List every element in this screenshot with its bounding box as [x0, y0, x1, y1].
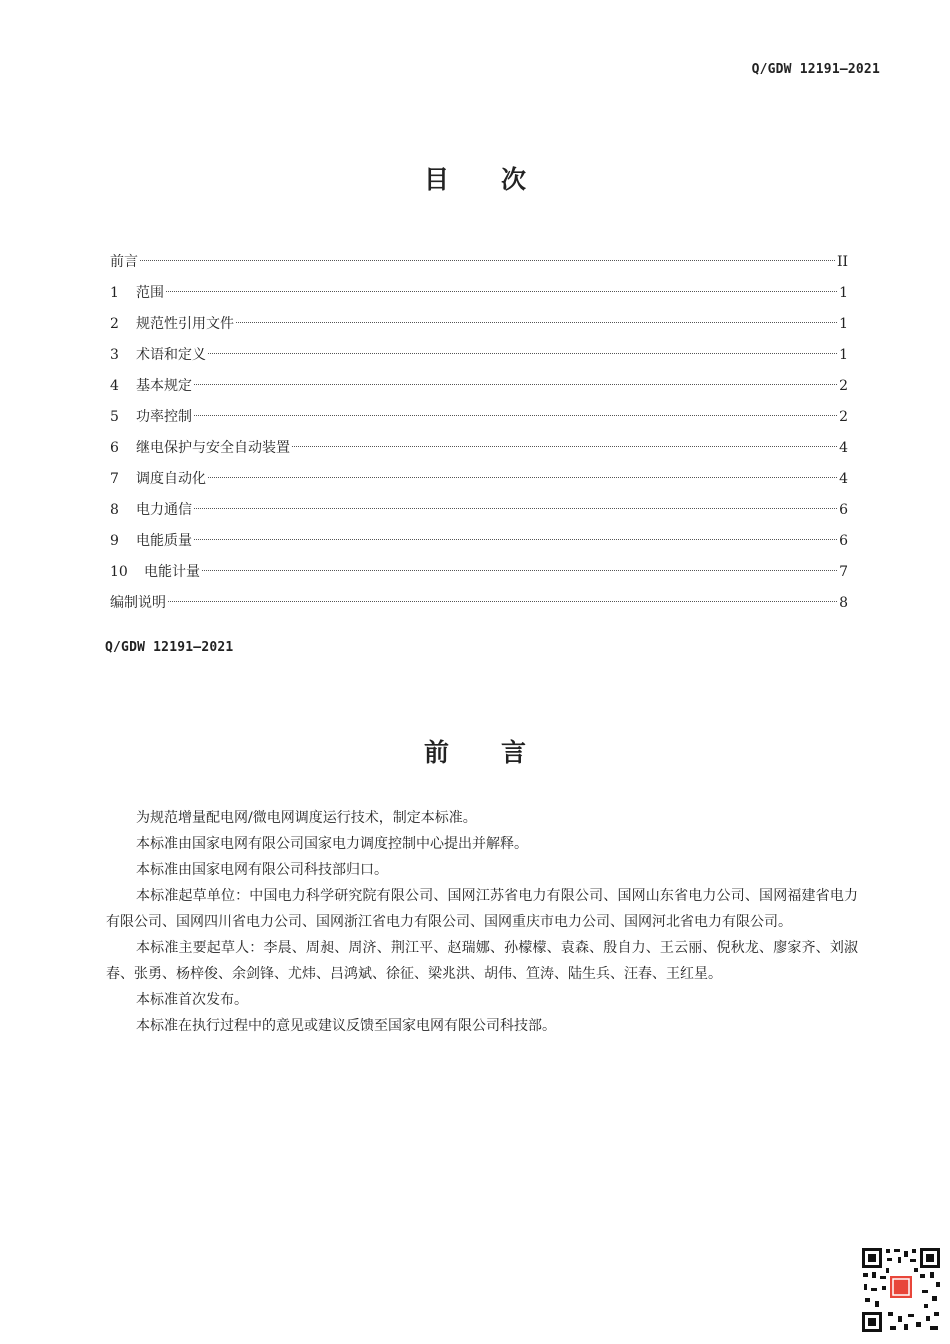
toc-entry-label: 术语和定义: [136, 347, 206, 363]
toc-dot-leader: [208, 353, 837, 354]
toc-entry-label: 电能质量: [136, 533, 192, 549]
toc-entry-number: 5: [110, 409, 119, 425]
toc-entry[interactable]: [110, 371, 848, 402]
toc-dot-leader: [194, 384, 837, 385]
toc-entry[interactable]: [110, 495, 848, 526]
toc-entry-number: 2: [110, 316, 119, 332]
toc-dot-leader: [194, 415, 837, 416]
toc-dot-leader: [194, 539, 837, 540]
toc-entry[interactable]: [110, 247, 848, 278]
toc-entry[interactable]: [110, 557, 848, 588]
toc-entry[interactable]: [110, 526, 848, 557]
toc-entry-label: 编制说明: [110, 595, 166, 611]
toc-entry-page: 2: [839, 378, 848, 394]
toc-entry-label: 继电保护与安全自动装置: [136, 440, 290, 456]
toc-entry[interactable]: [110, 278, 848, 309]
toc-entry-label: 基本规定: [136, 378, 192, 394]
toc-entry-page: 2: [839, 409, 848, 425]
toc-entry[interactable]: [110, 402, 848, 433]
toc-dot-leader: [202, 570, 837, 571]
toc-dot-leader: [166, 291, 837, 292]
foreword-title-char-2: 言: [501, 738, 527, 767]
toc-dot-leader: [194, 508, 837, 509]
foreword-paragraph: 本标准由国家电网有限公司科技部归口。: [136, 862, 388, 878]
toc-entry-label: 前言: [110, 254, 138, 270]
toc-entry[interactable]: [110, 340, 848, 371]
table-of-contents: [110, 247, 848, 619]
toc-entry-label: 功率控制: [136, 409, 192, 425]
toc-entry[interactable]: [110, 433, 848, 464]
toc-entry-page: II: [836, 254, 848, 270]
toc-entry-label: 电能计量: [144, 564, 200, 580]
toc-entry-label: 电力通信: [136, 502, 192, 518]
toc-entry-page: 4: [839, 440, 848, 456]
foreword-title: [0, 733, 950, 769]
standard-code-header: Q/GDW 12191—2021: [751, 62, 880, 77]
toc-entry-label: 规范性引用文件: [136, 316, 234, 332]
toc-entry-number: 1: [110, 285, 119, 301]
standard-code-second-page: Q/GDW 12191—2021: [105, 640, 234, 655]
foreword-paragraph: 本标准起草单位：中国电力科学研究院有限公司、国网江苏省电力有限公司、国网山东省电力公司、国网福建省电力有限公司、国网四川省电力公司、国网浙江省电力有限公司、国网重庆市电力公司、国网河北省电力有限公司。: [106, 888, 858, 930]
toc-entry-number: 4: [110, 378, 119, 394]
toc-entry-page: 4: [839, 471, 848, 487]
toc-entry[interactable]: [110, 309, 848, 340]
toc-entry-page: 7: [839, 564, 848, 580]
toc-entry-number: 9: [110, 533, 119, 549]
toc-entry-page: 8: [839, 595, 848, 611]
foreword-paragraph: 本标准由国家电网有限公司国家电力调度控制中心提出并解释。: [136, 836, 528, 852]
toc-entry-page: 1: [839, 285, 848, 301]
toc-entry-page: 6: [839, 502, 848, 518]
toc-entry-page: 6: [839, 533, 848, 549]
foreword-body: [106, 805, 858, 1039]
toc-entry-label: 范围: [136, 285, 164, 301]
qr-code-image: [860, 1246, 942, 1334]
toc-dot-leader: [168, 601, 837, 602]
toc-dot-leader: [236, 322, 837, 323]
toc-dot-leader: [208, 477, 837, 478]
foreword-paragraph: 本标准首次发布。: [136, 992, 248, 1008]
toc-entry[interactable]: [110, 464, 848, 495]
toc-entry-number: 3: [110, 347, 119, 363]
toc-entry-page: 1: [839, 347, 848, 363]
foreword-paragraph: 为规范增量配电网/微电网调度运行技术，制定本标准。: [136, 810, 477, 826]
foreword-title-char-1: 前: [423, 738, 449, 767]
foreword-paragraph: 本标准在执行过程中的意见或建议反馈至国家电网有限公司科技部。: [136, 1018, 556, 1034]
toc-entry-number: 7: [110, 471, 119, 487]
toc-dot-leader: [292, 446, 837, 447]
toc-entry-label: 调度自动化: [136, 471, 206, 487]
toc-entry-page: 1: [839, 316, 848, 332]
toc-title: [0, 160, 950, 196]
toc-title-char-1: 目: [423, 165, 449, 194]
toc-title-char-2: 次: [501, 165, 527, 194]
toc-entry-number: 10: [110, 564, 128, 580]
toc-entry-number: 8: [110, 502, 119, 518]
toc-entry[interactable]: [110, 588, 848, 619]
toc-dot-leader: [140, 260, 835, 261]
toc-entry-number: 6: [110, 440, 119, 456]
foreword-paragraph: 本标准主要起草人：李晨、周昶、周济、荆江平、赵瑞娜、孙檬檬、袁森、殷自力、王云丽、倪秋龙、廖家齐、刘淑春、张勇、杨梓俊、余剑锋、尤炜、吕鸿斌、徐征、梁兆洪、胡伟、笪涛、陆生兵、汪春、王红星。: [106, 940, 858, 982]
